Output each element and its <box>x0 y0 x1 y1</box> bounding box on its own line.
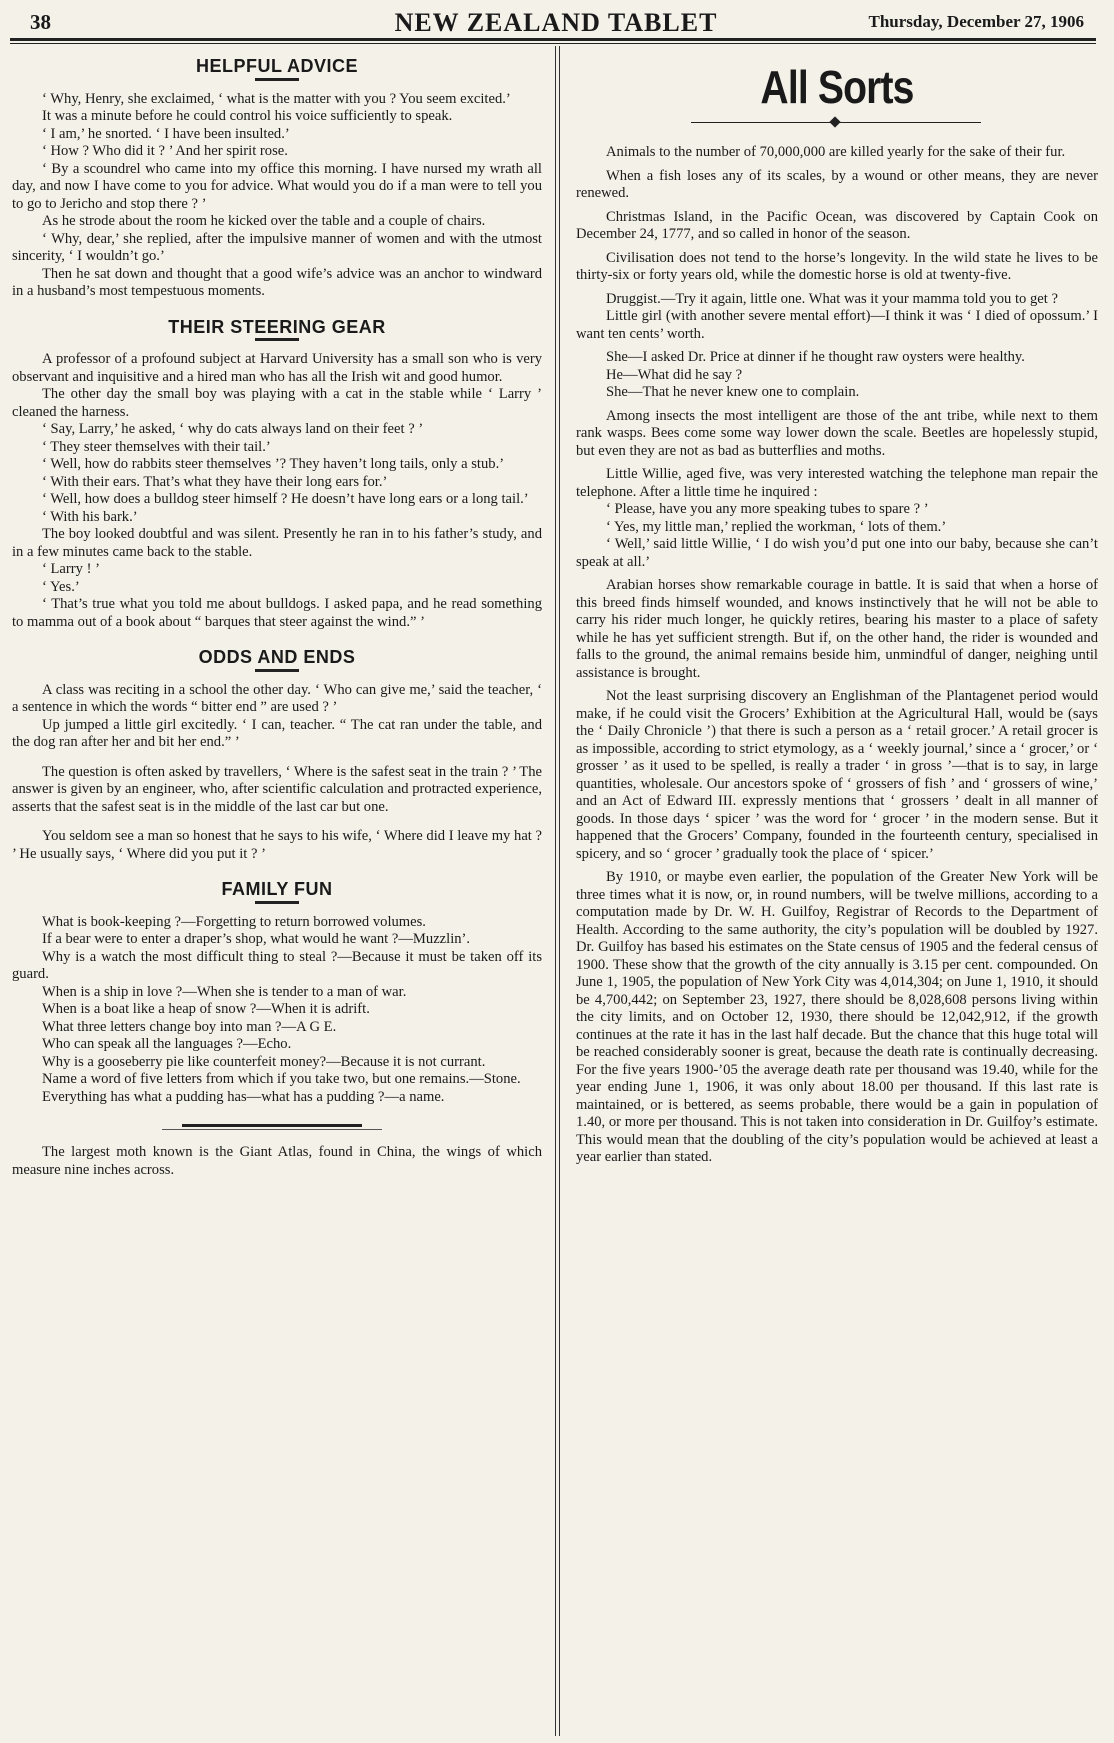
right-column <box>576 50 1098 1167</box>
paragraph: ‘ Why, Henry, she exclaimed, ‘ what is the matter with you ? You seem excited.’ <box>42 90 511 107</box>
masthead-rule <box>10 38 1096 41</box>
section-rule <box>255 78 299 81</box>
paragraph: What is book-keeping ?—Forgetting to return borrowed volumes. <box>42 913 426 930</box>
paragraph: She—I asked Dr. Price at dinner if he thought raw oysters were healthy. <box>606 349 1025 365</box>
all-sorts-heading: All Sorts <box>760 61 914 113</box>
paragraph: Arabian horses show remarkable courage in battle. It is said that when a horse of this breed finds himself wounded, and knows instinctively that he will not be able to carry his rider much longer, he quickly retires, bearing his master to a place of safety while he has yet sufficient strength. But if, on the other hand, the rider is wounded and falls to the ground, the animal remains beside him, unmindful of danger, neighing until assistance is brought. <box>576 577 1098 681</box>
paragraph: Civilisation does not tend to the horse’s longevity. In the wild state he lives to be thirty-six or forty years old, while the domestic horse is old at twenty-five. <box>576 249 1098 283</box>
section-rule <box>255 338 299 341</box>
paragraph: ‘ How ? Who did it ? ’ And her spirit rose. <box>42 143 288 159</box>
newspaper-title: NEW ZEALAND TABLET <box>394 8 718 37</box>
paragraph: A class was reciting in a school the other day. ‘ Who can give me,’ said the teacher, ‘ a sentence in which the words “ bitter end ” are used ? ’ <box>12 681 542 715</box>
paragraph: Up jumped a little girl excitedly. ‘ I can, teacher. “ The cat ran under the table, and the dog ran after her and bit her end.” ’ <box>12 716 542 750</box>
paragraph: ‘ Well,’ said little Willie, ‘ I do wish you’d put one into our baby, because she can’t speak at all.’ <box>576 536 1098 570</box>
column-divider <box>555 46 556 1736</box>
paragraph: ‘ I am,’ he snorted. ‘ I have been insulted.’ <box>42 125 290 142</box>
paragraph: ‘ Say, Larry,’ he asked, ‘ why do cats always land on their feet ? ’ <box>42 421 424 437</box>
section-rule <box>255 669 299 672</box>
paragraph: Everything has what a pudding has—what has a pudding ?—a name. <box>42 1088 445 1105</box>
section-end-ornament <box>12 1120 542 1132</box>
section-title: THEIR STEERING GEAR <box>168 316 386 337</box>
page-number: 38 <box>30 10 51 34</box>
paragraph: ‘ Why, dear,’ she replied, after the impulsive manner of women and with the utmost sincerity, ‘ I wouldn’t go.’ <box>12 230 542 264</box>
paragraph: You seldom see a man so honest that he says to his wife, ‘ Where did I leave my hat ? ’ He usually says, ‘ Where did you put it ? ’ <box>12 828 542 862</box>
paragraph: What three letters change boy into man ?—A G E. <box>42 1018 337 1035</box>
section-title: HELPFUL ADVICE <box>195 56 358 76</box>
paragraph: Animals to the number of 70,000,000 are killed yearly for the sake of their fur. <box>606 144 1066 160</box>
paragraph: ‘ By a scoundrel who came into my office this morning. I have nursed my wrath all day, and now I have come to you for advice. What would you do if a man were to tell you to go to Jericho and stop there ? ’ <box>12 160 542 212</box>
paragraph: Why is a gooseberry pie like counterfeit money?—Because it is not currant. <box>42 1053 486 1070</box>
paragraph: The boy looked doubtful and was silent. Presently he ran in to his father’s study, and in a few minutes came back to the stable. <box>12 526 542 560</box>
paragraph: By 1910, or maybe even earlier, the population of the Greater New York will be three times what it is now, or, in round numbers, will be twelve millions, according to a computation made by Dr. W. H. Guilfoy, Registrar of Records to the Department of Health. According to the same authority, the city’s population will be doubled by 1927. Dr. Guilfoy has based his estimates on the State census of 1905 and the federal census of 1900. These show that the growth of the city annually is 3.15 per cent. compounded. On June 1, 1905, the population of New York City was 4,014,304; on June 1, 1910, it should be 4,700,442; on September 23, 1927, there should be 8,028,608 persons living within the city limits, and on October 12, 1930, there should be 12,042,912, if the growth continues at the rate it has in the last half decade. But the chance that this huge total will be reached considerably sooner is great, because the death rate is continually decreasing. For the five years 1900-’05 the average death rate per thousand was 19.40, while for the year ending June 1, 1906, it was only about 18.00 per thousand. If this last rate is maintained, or is bettered, as seems probable, there would be a gain in population of 1.40, or more per thousand. This is not taken into consideration in Dr. Guilfoy’s estimate. This would mean that the doubling of the city’s population would be achieved at least a year earlier than stated. <box>576 869 1098 1165</box>
paragraph: The question is often asked by travellers, ‘ Where is the safest seat in the train ? ’ The answer is given by an engineer, who, after scientific calculation and protracted experience, asserts that the safest seat is in the middle of the last car but one. <box>12 763 542 815</box>
paragraph: Little girl (with another severe mental effort)—I think it was ‘ I died of opossum.’ I want ten cents’ worth. <box>576 308 1098 342</box>
paragraph: Druggist.—Try it again, little one. What was it your mamma told you to get ? <box>606 290 1058 307</box>
paragraph: ‘ Well, how does a bulldog steer himself ? He doesn’t have long ears or a long tail.’ <box>42 491 529 507</box>
paragraph: A professor of a profound subject at Harvard University has a small son who is very observant and inquisitive and a hired man who has all the Irish wit and good humor. <box>12 351 542 385</box>
heading-ornament <box>576 116 1098 130</box>
paragraph: When is a ship in love ?—When she is tender to a man of war. <box>42 983 407 1000</box>
paragraph: It was a minute before he could control his voice sufficiently to speak. <box>42 108 453 124</box>
section-title: FAMILY FUN <box>221 879 333 899</box>
paragraph: ‘ Yes, my little man,’ replied the workman, ‘ lots of them.’ <box>606 518 947 535</box>
paragraph: He—What did he say ? <box>606 366 743 383</box>
paragraph: Among insects the most intelligent are those of the ant tribe, while next to them rank wasps. Bees come some way lower down the scale. Beetles are hopelessly stupid, but even they are not as bad as butterflies and moths. <box>576 407 1098 459</box>
paragraph: Christmas Island, in the Pacific Ocean, was discovered by Captain Cook on December 24, 1777, and so called in honor of the season. <box>576 208 1098 242</box>
paragraph: Not the least surprising discovery an Englishman of the Plantagenet period would make, if he could visit the Grocers’ Exhibition at the Agricultural Hall, would be (says the ‘ Daily Chronicle ’) that there is such a person as a ‘ retail grocer.’ A retail grocer is as impossible, according to strict etymology, as a ‘ weekly journal,’ since a ‘ grocer,’ or ‘ grosser ’ as it used to be spelled, is really a trader ‘ in gross ’—that is to say, in large quantities, wholesale. Our ancestors spoke of ‘ grossers of fish ’ and ‘ grossers of wine,’ and an Act of Edward III. expressly mentions that ‘ grossers ’ dealt in all manner of goods. In those days ‘ spicer ’ was the word for ‘ grocer ’ in the modern sense. But it happened that the Grocers’ Company, founded in the fourteenth century, specialised in spicery, and so ‘ grocer ’ gradually took the place of ‘ spicer.’ <box>576 688 1098 862</box>
paragraph: Who can speak all the languages ?—Echo. <box>42 1036 292 1052</box>
paragraph: ‘ Well, how do rabbits steer themselves ’? They haven’t long tails, only a stub.’ <box>42 456 505 472</box>
paragraph: Name a word of five letters from which if you take two, but one remains.—Stone. <box>42 1071 521 1087</box>
column-divider <box>559 46 560 1736</box>
paragraph: ‘ Larry ! ’ <box>42 561 100 577</box>
section-title: ODDS AND ENDS <box>198 647 356 667</box>
left-column <box>12 50 542 1179</box>
paragraph: The other day the small boy was playing with a cat in the stable while ‘ Larry ’ cleaned the harness. <box>12 386 542 420</box>
paragraph: ‘ That’s true what you told me about bulldogs. I asked papa, and he read something to mamma out of a book about “ barques that steer against the wind.” ’ <box>12 596 542 630</box>
diamond-icon <box>829 116 840 127</box>
paragraph: ‘ Yes.’ <box>42 578 80 595</box>
paragraph: ‘ With their ears. That’s what they have their long ears for.’ <box>42 473 388 490</box>
paragraph: ‘ With his bark.’ <box>42 508 138 525</box>
paragraph: Then he sat down and thought that a good wife’s advice was an anchor to windward in a husband’s most tempestuous moments. <box>12 265 542 299</box>
paragraph: She—That he never knew one to complain. <box>606 384 860 400</box>
paragraph: If a bear were to enter a draper’s shop, what would he want ?—Muzzlin’. <box>42 931 471 947</box>
section-rule <box>255 901 299 904</box>
paragraph: ‘ They steer themselves with their tail.’ <box>42 438 271 455</box>
paragraph: The largest moth known is the Giant Atlas, found in China, the wings of which measure nine inches across. <box>12 1144 542 1178</box>
masthead <box>26 6 1086 36</box>
issue-date: Thursday, December 27, 1906 <box>868 12 1084 31</box>
paragraph: Little Willie, aged five, was very interested watching the telephone man repair the telephone. After a little time he inquired : <box>576 466 1098 500</box>
paragraph: As he strode about the room he kicked over the table and a couple of chairs. <box>42 213 486 229</box>
paragraph: When is a boat like a heap of snow ?—When it is adrift. <box>42 1001 370 1017</box>
paragraph: Why is a watch the most difficult thing to steal ?—Because it must be taken off its guard. <box>12 948 542 982</box>
masthead-rule-thin <box>10 43 1096 44</box>
paragraph: When a fish loses any of its scales, by a wound or other means, they are never renewed. <box>576 167 1098 201</box>
paragraph: ‘ Please, have you any more speaking tubes to spare ? ’ <box>606 501 929 517</box>
